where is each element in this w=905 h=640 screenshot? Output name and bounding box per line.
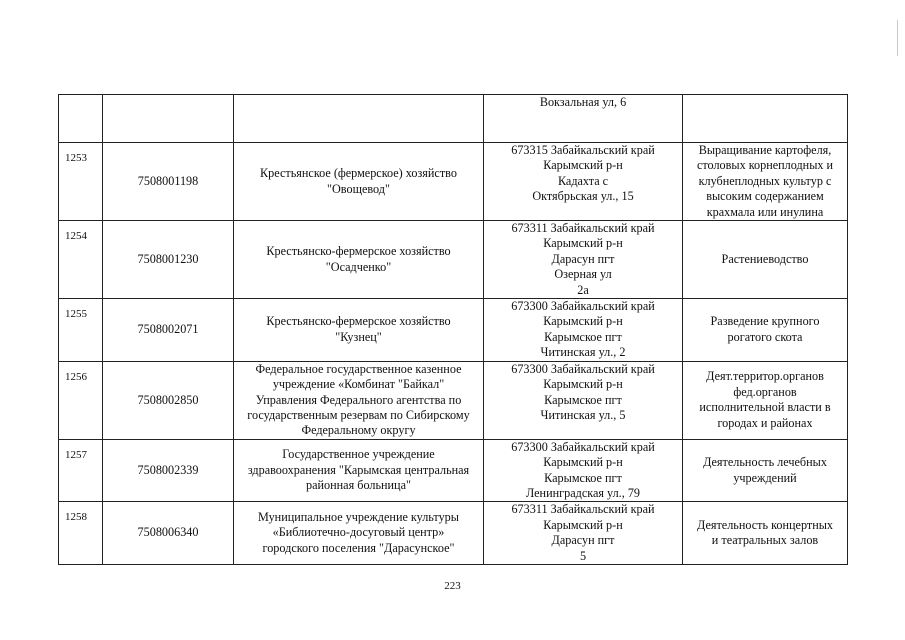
organization-name-cell-line: Государственное учреждение: [282, 447, 435, 462]
address-cell: [484, 143, 683, 221]
activity-cell-line: учреждений: [733, 470, 797, 485]
address-cell: [484, 95, 683, 143]
address-cell-line: Карымский р-н: [543, 314, 623, 329]
address-cell-line: 5: [579, 548, 587, 563]
organization-name-cell: [234, 221, 484, 299]
table-row: [59, 361, 848, 439]
address-cell-line: Карымское пгт: [544, 329, 622, 344]
table-row: [59, 439, 848, 502]
activity-cell-line: и театральных залов: [711, 533, 819, 548]
organization-name-cell-line: "Осадченко": [325, 259, 392, 274]
page-number: 223: [444, 580, 461, 592]
activity-cell-line: клубнеплодных культур с: [698, 173, 832, 188]
address-cell-line: 673300 Забайкальский край: [511, 439, 655, 454]
address-cell-line: Карымский р-н: [543, 236, 623, 251]
inn-cell: 7508002339: [103, 439, 234, 502]
address-cell: [484, 361, 683, 439]
organization-name-cell-line: государственным резервам по Сибирскому: [247, 407, 470, 422]
address-cell-line: Карымский р-н: [543, 377, 623, 392]
table-row: [59, 502, 848, 565]
activity-cell-line: фед.органов: [733, 384, 797, 399]
address-cell-line: 673300 Забайкальский край: [511, 361, 655, 376]
organization-name-cell-line: здравоохранения "Карымская центральная: [247, 462, 470, 477]
organization-name-cell-line: Крестьянско-фермерское хозяйство: [266, 314, 451, 329]
activity-cell-line: Растениеводство: [721, 251, 809, 266]
row-number: 1255: [59, 299, 103, 362]
organization-name-cell-line: Федеральному округу: [301, 423, 416, 438]
organization-name-cell: [234, 143, 484, 221]
activity-cell-line: Деят.территор.органов: [706, 369, 824, 384]
inn-cell: [103, 95, 234, 143]
activity-cell: [683, 95, 848, 143]
row-number: 1256: [59, 361, 103, 439]
address-cell-line: Ленинградская ул., 79: [525, 485, 641, 500]
table-row: [59, 143, 848, 221]
inn-cell: 7508001198: [103, 143, 234, 221]
row-number: 1258: [59, 502, 103, 565]
address-cell-line: Карымское пгт: [544, 392, 622, 407]
organization-name-cell-line: Крестьянско-фермерское хозяйство: [266, 244, 451, 259]
address-cell-line: Вокзальная ул, 6: [539, 95, 627, 109]
address-cell-line: Карымский р-н: [543, 517, 623, 532]
address-cell-line: Карымский р-н: [543, 158, 623, 173]
activity-cell-line: рогатого скота: [727, 329, 803, 344]
address-cell-line: 673311 Забайкальский край: [511, 221, 655, 236]
address-cell-line: Озерная ул: [554, 267, 612, 282]
row-number: [59, 95, 103, 143]
activity-cell-line: столовых корнеплодных и: [696, 158, 834, 173]
activity-cell-line: высоким содержанием: [706, 189, 824, 204]
address-cell-line: Карымское пгт: [544, 470, 622, 485]
address-cell-line: Дарасун пгт: [551, 533, 615, 548]
organization-name-cell-line: районная больница": [306, 478, 411, 493]
row-number: 1257: [59, 439, 103, 502]
activity-cell: [683, 299, 848, 362]
address-cell-line: 673300 Забайкальский край: [511, 299, 655, 314]
row-number: 1254: [59, 221, 103, 299]
inn-cell: 7508001230: [103, 221, 234, 299]
table-row: [59, 299, 848, 362]
organization-name-cell: [234, 95, 484, 143]
organization-name-cell-line: Федеральное государственное казенное: [255, 361, 462, 376]
address-cell-line: Читинская ул., 2: [540, 345, 626, 360]
organization-name-cell-line: Управления Федерального агентства по: [255, 392, 462, 407]
address-cell-line: Октябрьская ул., 15: [532, 189, 634, 204]
activity-cell: [683, 361, 848, 439]
address-cell-line: Кадахта с: [557, 173, 609, 188]
organization-name-cell-line: "Кузнец": [335, 329, 382, 344]
page-edge-mark: [897, 20, 898, 56]
organization-name-cell: [234, 361, 484, 439]
address-cell-line: Читинская ул., 5: [540, 407, 626, 422]
inn-cell: 7508006340: [103, 502, 234, 565]
organization-name-cell-line: учреждение «Комбинат "Байкал": [272, 377, 445, 392]
activity-cell-line: Выращивание картофеля,: [698, 143, 832, 157]
address-cell: [484, 221, 683, 299]
inn-cell: 7508002850: [103, 361, 234, 439]
activity-cell: [683, 143, 848, 221]
address-cell-line: 673311 Забайкальский край: [511, 502, 655, 517]
activity-cell: [683, 502, 848, 565]
address-cell-line: 673315 Забайкальский край: [511, 143, 655, 157]
address-cell-line: Дарасун пгт: [551, 251, 615, 266]
row-number: 1253: [59, 143, 103, 221]
organization-name-cell-line: "Овощевод": [327, 181, 390, 196]
activity-cell: [683, 221, 848, 299]
activity-cell-line: городах и районах: [717, 415, 813, 430]
organization-name-cell-line: городского поселения "Дарасунское": [262, 540, 455, 555]
table-row: [59, 221, 848, 299]
address-cell-line: 2а: [577, 282, 589, 297]
address-cell: [484, 502, 683, 565]
organization-name-cell: [234, 502, 484, 565]
activity-cell-line: исполнительной власти в: [699, 400, 831, 415]
table-row: [59, 95, 848, 143]
activity-cell-line: Разведение крупного: [710, 314, 820, 329]
activity-cell-line: Деятельность лечебных: [703, 455, 827, 470]
activity-cell-line: Деятельность концертных: [696, 517, 834, 532]
organization-name-cell-line: Крестьянское (фермерское) хозяйство: [260, 166, 457, 181]
activity-cell-line: крахмала или инулина: [706, 204, 824, 219]
address-cell: [484, 299, 683, 362]
organization-name-cell-line: Муниципальное учреждение культуры: [258, 510, 459, 525]
organization-name-cell-line: «Библиотечно-досуговый центр»: [272, 525, 445, 540]
activity-cell: [683, 439, 848, 502]
registry-table: [58, 94, 848, 565]
organization-name-cell: [234, 299, 484, 362]
address-cell: [484, 439, 683, 502]
organization-name-cell: [234, 439, 484, 502]
address-cell-line: Карымский р-н: [543, 455, 623, 470]
inn-cell: 7508002071: [103, 299, 234, 362]
